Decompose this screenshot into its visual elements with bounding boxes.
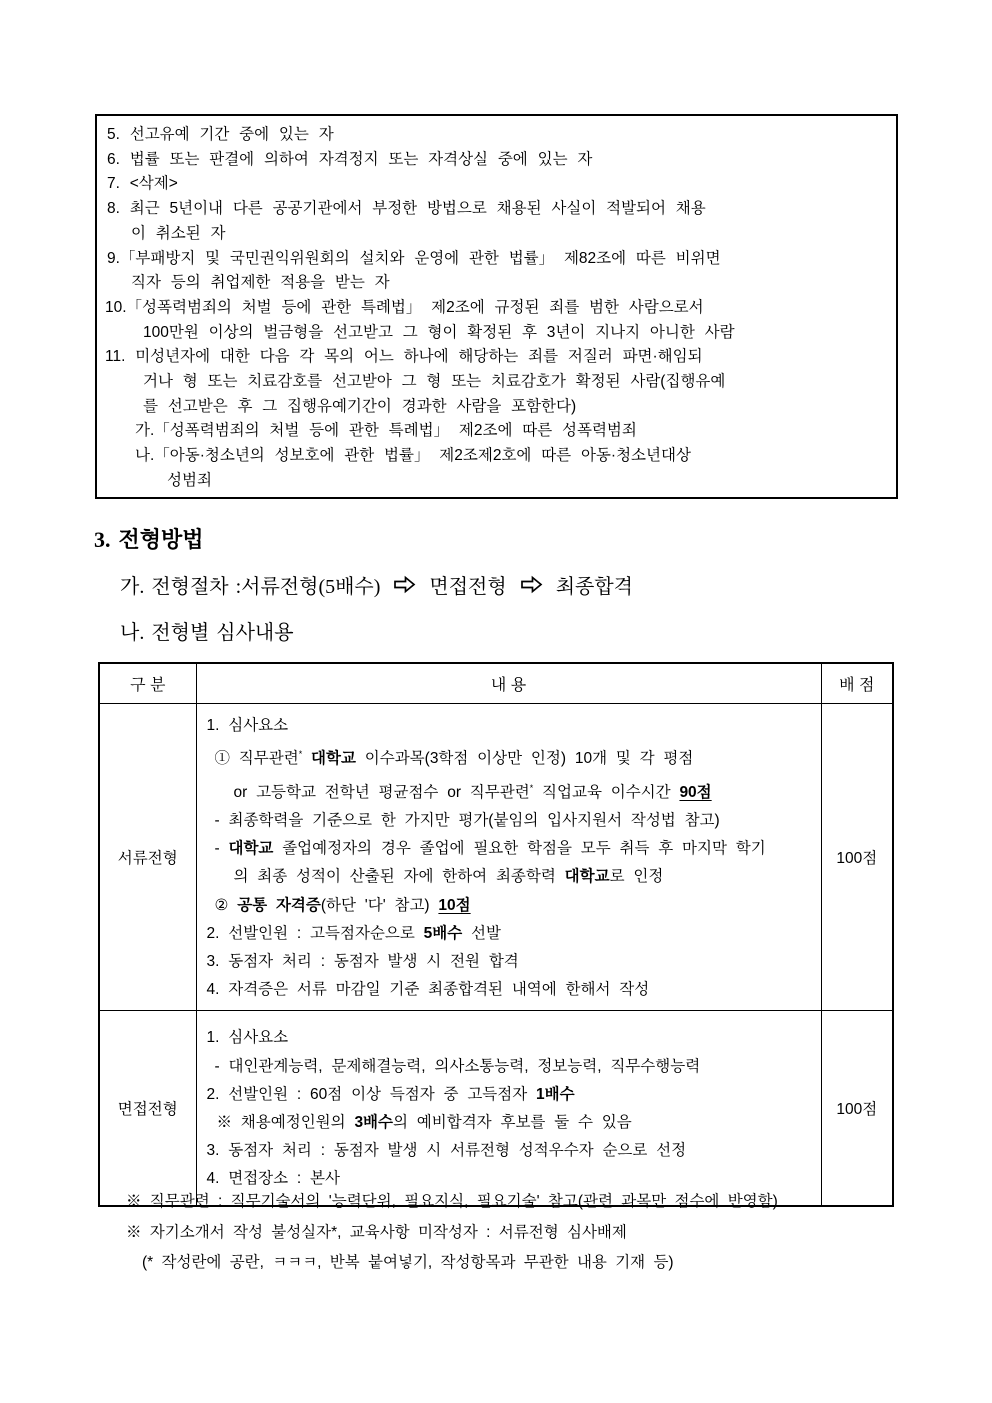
arrow-right-icon: [393, 575, 416, 594]
content-cell: [196, 1011, 821, 1206]
text-segment: 대학교: [228, 840, 274, 858]
box-line: 8. 최근 5년이내 다른 공공기관에서 부정한 방법으로 채용된 사실이 적발되어 채용: [107, 200, 706, 218]
content-line: [207, 740, 819, 773]
content-line: [207, 807, 819, 835]
procedure-line: [120, 569, 633, 599]
text-segment: [302, 750, 311, 767]
table-header-category: 구 분: [99, 663, 196, 704]
table-header-content: 내 용: [196, 663, 821, 704]
text-segment: or 고등학교 전학년 평균점수 or 직무관련: [233, 783, 530, 801]
box-line: 11. 미성년자에 대한 다음 각 목의 어느 하나에 해당하는 죄를 저질러 파면·해임되: [105, 348, 703, 366]
content-line: [207, 976, 819, 1004]
text-segment: 1. 심사요소: [206, 1029, 289, 1047]
text-segment: - 최종학력을 기준으로 한 가지만 평가(붙임의 입사지원서 작성법 참고): [214, 811, 720, 829]
box-line: 9.「부패방지 및 국민권익위원회의 설치와 운영에 관한 법률」 제82조에 따른 비위면: [107, 249, 721, 267]
text-segment: ※ 채용예정인원의: [216, 1113, 355, 1131]
text-segment: - 대인관계능력, 문제해결능력, 의사소통능력, 정보능력, 직무수행능력: [214, 1057, 701, 1075]
text-segment: 1배수: [536, 1085, 575, 1103]
table-body: [99, 704, 893, 1206]
box-line: 이 취소된 자: [131, 224, 226, 242]
text-segment: 4. 면접장소 : 본사: [206, 1170, 340, 1188]
box-line: 6. 법률 또는 판결에 의하여 자격정지 또는 자격상실 중에 있는 자: [107, 150, 593, 168]
box-line: 10.「성폭력범죄의 처벌 등에 관한 특례법」 제2조에 규정된 죄를 범한 사람으로서: [105, 298, 704, 316]
text-segment: 졸업예정자의 경우 졸업에 필요한 학점을 모두 취득 후 마지막 학기: [273, 840, 766, 858]
footnote-line: ※ 자기소개서 작성 불성실자*, 교육사항 미작성자 : 서류전형 심사배제: [126, 1223, 627, 1241]
procedure-prefix: 가. 전형절차 :: [120, 575, 242, 598]
box-line: 를 선고받은 후 그 집행유예기간이 경과한 사람을 포함한다): [143, 397, 577, 415]
procedure-step: 최종합격: [555, 575, 633, 598]
subheading: 나. 전형별 심사내용: [120, 622, 294, 644]
disqualification-box: [95, 114, 898, 499]
section-title: 전형방법: [118, 527, 204, 552]
content-cell: [196, 704, 821, 1011]
text-segment: 3배수: [354, 1113, 394, 1131]
text-segment: 2. 선발인원 : 60점 이상 득점자 중 고득점자: [206, 1085, 537, 1103]
content-line: [207, 835, 819, 863]
text-segment: 대학교: [311, 750, 356, 768]
footnote-line: (* 작성란에 공란, ㅋㅋㅋ, 반복 붙여넣기, 작성항목과 무관한 내용 기재 등): [142, 1254, 674, 1272]
section-number: 3.: [94, 527, 111, 552]
score-cell: 100점: [821, 704, 893, 1011]
text-segment: 4. 자격증은 서류 마감일 기준 최종합격된 내역에 한해서 작성: [206, 981, 650, 999]
content-line: [207, 920, 819, 948]
box-line: 나.「아동·청소년의 성보호에 관한 법률」 제2조제2호에 따른 아동·청소년대상: [135, 447, 691, 465]
table-header-row: [99, 663, 893, 704]
text-segment: 90점: [679, 783, 712, 801]
text-segment: 3. 동점자 처리 : 동점자 발생 시 전원 합격: [206, 952, 519, 970]
text-segment: (하단 '다' 참고): [320, 896, 439, 914]
category-cell: 서류전형: [99, 704, 196, 1011]
text-segment: 의 예비합격자 후보를 둘 수 있음: [393, 1113, 632, 1131]
text-segment: 대학교: [564, 868, 610, 886]
footnotes: [126, 1187, 778, 1279]
selection-table: [98, 662, 894, 1207]
text-segment: 직업교육 이수시간: [533, 783, 680, 801]
text-segment: 1. 심사요소: [206, 717, 289, 734]
text-segment: 3. 동점자 처리 : 동점자 발생 시 서류전형 성적우수자 순으로 선정: [206, 1142, 687, 1160]
procedure-step: 면접전형: [429, 575, 507, 598]
procedure-step: 서류전형(5배수): [241, 575, 381, 598]
table-row: [99, 1011, 893, 1206]
content-line: [207, 892, 819, 920]
box-line: 5. 선고유예 기간 중에 있는 자: [107, 126, 334, 143]
content-line: [207, 1081, 819, 1109]
category-cell: 면접전형: [99, 1011, 196, 1206]
content-line: [207, 1024, 819, 1052]
content-line: [207, 1137, 819, 1165]
text-segment: 이수과목(3학점 이상만 인정) 10개 및 각 평점: [355, 750, 694, 768]
text-segment: ① 직무관련: [214, 750, 299, 768]
footnote-line: ※ 직무관련 : 직무기술서의 '능력단위, 필요지식, 필요기술' 참고(관련 과목만 점수에 반영함): [126, 1193, 778, 1210]
section-heading: [94, 523, 204, 554]
text-segment: *: [298, 749, 303, 760]
table-header-score: 배 점: [821, 663, 893, 704]
arrow-right-icon: [520, 575, 543, 594]
box-line: 7. <삭제>: [107, 175, 178, 193]
box-line: 100만원 이상의 벌금형을 선고받고 그 형이 확정된 후 3년이 지나지 아니한 사람: [143, 323, 735, 341]
text-segment: ②: [214, 896, 238, 914]
text-segment: 5배수: [423, 924, 463, 942]
table-row: [99, 704, 893, 1011]
box-line: 가.「성폭력범죄의 처벌 등에 관한 특례법」 제2조에 따른 성폭력범죄: [135, 422, 637, 440]
content-line: [207, 948, 819, 976]
text-segment: 공통 자격증: [237, 896, 321, 914]
content-line: [207, 1053, 819, 1081]
content-line: [207, 1109, 819, 1137]
text-segment: 로 인정: [609, 868, 664, 886]
content-line: [207, 863, 819, 891]
text-segment: -: [214, 840, 229, 858]
content-line: [207, 774, 819, 807]
box-line: 성범죄: [167, 471, 212, 489]
text-segment: 2. 선발인원 : 고득점자순으로: [206, 924, 424, 942]
text-segment: 10점: [438, 896, 471, 914]
score-cell: 100점: [821, 1011, 893, 1206]
box-line: 거나 형 또는 치료감호를 선고받아 그 형 또는 치료감호가 확정된 사람(집행유예: [143, 373, 726, 391]
box-line: 직자 등의 취업제한 적용을 받는 자: [131, 274, 390, 292]
text-segment: 선발: [462, 924, 502, 942]
text-segment: *: [529, 782, 534, 793]
content-line: [207, 712, 819, 740]
text-segment: 의 최종 성적이 산출된 자에 한하여 최종학력: [233, 868, 565, 886]
